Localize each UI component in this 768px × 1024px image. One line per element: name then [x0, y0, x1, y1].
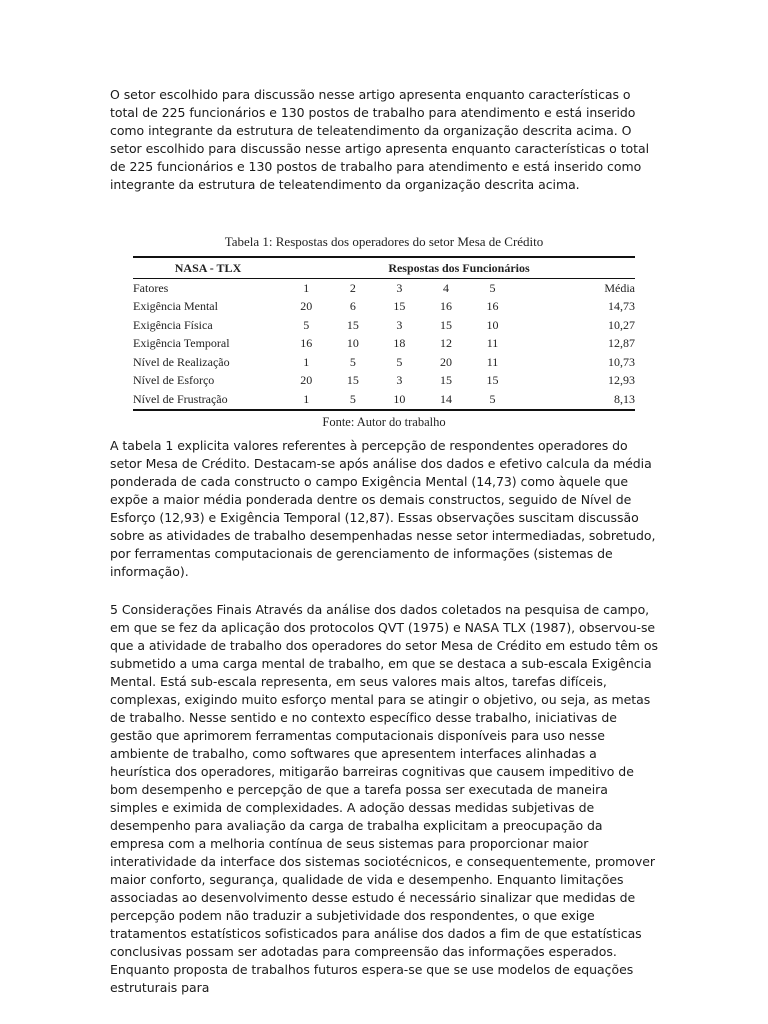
table-cell: 5 — [349, 354, 356, 369]
table-cell-average: 8,13 — [516, 390, 635, 410]
table-cell: 15 — [393, 299, 406, 314]
table-cell: 16 — [439, 299, 452, 314]
table-cell: 15 — [439, 373, 452, 388]
column-header: 2 — [349, 280, 356, 295]
table-cell: 16 — [300, 336, 313, 351]
table-header-left: NASA - TLX — [133, 257, 283, 279]
column-header: 4 — [442, 280, 449, 295]
table-cell: 5 — [469, 390, 516, 410]
table-cell-label: Exigência Física — [133, 317, 213, 332]
table-cell-average: 12,87 — [608, 336, 635, 351]
table-columns-row — [133, 279, 635, 298]
table-cell: 3 — [396, 373, 403, 388]
paragraph-intro: O setor escolhido para discussão nesse artigo apresenta enquanto características o total de 225 funcionários e 130 postos de trabalho para atendimento e está inserido como integrante da estrutura de teleatendimento da organização descrita acima. O setor escolhido para discussão nesse artigo apresenta enquanto características o total de 225 funcionários e 130 postos de trabalho para atendimento e está inserido como integrante da estrutura de teleatendimento da organização descrita acima. — [110, 87, 650, 192]
table-cell: 20 — [439, 354, 452, 369]
table-cell-label: Exigência Mental — [133, 299, 218, 314]
paragraph-conclusions: 5 Considerações Finais Através da análise dos dados coletados na pesquisa de campo, em que se fez da aplicação dos protocolos QVT (1975) e NASA TLX (1987), observou-se que a atividade de trabalho dos operadores do setor Mesa de Crédito em estudo têm os submetido a uma carga mental de trabalho, em que se destaca a sub-escala Exigência Mental. Está sub-escala representa, em seus valores mais altos, tarefas difíceis, complexas, exigindo muito esforço mental para se atingir o objetivo, ou seja, as metas de trabalho. Nesse sentido e no contexto específico desse trabalho, iniciativas de gestão que aprimorem ferramentas computacionais disponíveis para uso nesse ambiente de trabalho, como softwares que apresentem interfaces alinhadas a heurística dos operadores, mitigarão barreiras cognitivas que causem impeditivo de bom desempenho e percepção de que a tarefa possa ser executada de maneira simples e eximida de complexidades. A adoção dessas medidas subjetivas de desempenho para avaliação da carga de trabalha explicitam a preocupação da empresa com a melhoria contínua de seus sistemas para proporcionar maior interatividade da interface dos sistemas sociotécnicos, e consequentemente, promover maior conforto, segurança, qualidade de vida e desempenho. Enquanto limitações associadas ao desenvolvimento desse estudo é necessário sinalizar que medidas de percepção podem não traduzir a subjetividade dos respondentes, o que exige tratamentos estatísticos sofisticados para análise dos dados a fim de que estatísticas conclusivas possam ser adotadas para compreensão das informações esperados. Enquanto proposta de trabalhos futuros espera-se que se use modelos de equações estruturais para — [110, 602, 658, 995]
table-cell: 10 — [486, 317, 499, 332]
table-cell-average: 14,73 — [608, 299, 635, 314]
column-header: Média — [604, 280, 635, 295]
table-header-row — [133, 257, 635, 279]
table-cell: 5 — [303, 317, 310, 332]
table-header-right: Respostas dos Funcionários — [283, 257, 635, 279]
table-cell: 12 — [439, 336, 452, 351]
table-cell: 1 — [303, 354, 310, 369]
paragraph-analysis: A tabela 1 explicita valores referentes à percepção de respondentes operadores do setor Mesa de Crédito. Destacam-se após análise dos dados e efetivo calcula da média ponderada de cada constructo o campo Exigência Mental (14,73) como àquele que expõe a maior média ponderada dentre os demais constructos, seguido de Nível de Esforço (12,93) e Exigência Temporal (12,87). Essas observações suscitam discussão sobre as atividades de trabalho desempenhadas nesse setor intermediadas, sobretudo, por ferramentas computacionais de gerenciamento de informações (sistemas de informação). — [110, 438, 656, 579]
column-header: 1 — [303, 280, 310, 295]
table-cell-label: Nível de Esforço — [133, 373, 215, 388]
table-cell: 16 — [486, 299, 499, 314]
table-cell: 15 — [486, 373, 499, 388]
column-header: Fatores — [133, 280, 169, 295]
table-cell: 14 — [423, 390, 470, 410]
table-row — [133, 372, 635, 391]
table-cell: 11 — [486, 336, 499, 351]
table-cell: 15 — [346, 373, 359, 388]
table-cell: 20 — [300, 299, 313, 314]
table-cell: 10 — [376, 390, 423, 410]
table-cell: 1 — [283, 390, 330, 410]
table-cell: 10 — [346, 336, 359, 351]
column-header: 3 — [396, 280, 403, 295]
table-source: Fonte: Autor do trabalho — [322, 414, 446, 429]
table-cell-average: 10,27 — [608, 317, 635, 332]
table-cell: 15 — [439, 317, 452, 332]
table-figure — [133, 234, 635, 442]
nasa-tlx-table — [133, 256, 635, 411]
table-cell: 18 — [393, 336, 406, 351]
table-row — [133, 316, 635, 335]
table-cell: 6 — [349, 299, 356, 314]
table-cell-average: 10,73 — [608, 354, 635, 369]
table-title: Tabela 1: Respostas dos operadores do setor Mesa de Crédito — [224, 234, 544, 249]
table-cell-average: 12,93 — [608, 373, 635, 388]
table-cell: 3 — [396, 317, 403, 332]
table-cell-label: Nível de Frustração — [133, 390, 283, 410]
table-row — [133, 298, 635, 317]
table-cell: 5 — [330, 390, 377, 410]
column-header: 5 — [489, 280, 496, 295]
table-cell: 15 — [346, 317, 359, 332]
table-cell-label: Nível de Realização — [133, 354, 230, 369]
table-cell-label: Exigência Temporal — [133, 336, 230, 351]
table-row — [133, 335, 635, 354]
table-cell: 11 — [486, 354, 499, 369]
table-row — [133, 353, 635, 372]
table-cell: 5 — [396, 354, 403, 369]
table-cell: 20 — [300, 373, 313, 388]
table-row — [133, 390, 635, 410]
